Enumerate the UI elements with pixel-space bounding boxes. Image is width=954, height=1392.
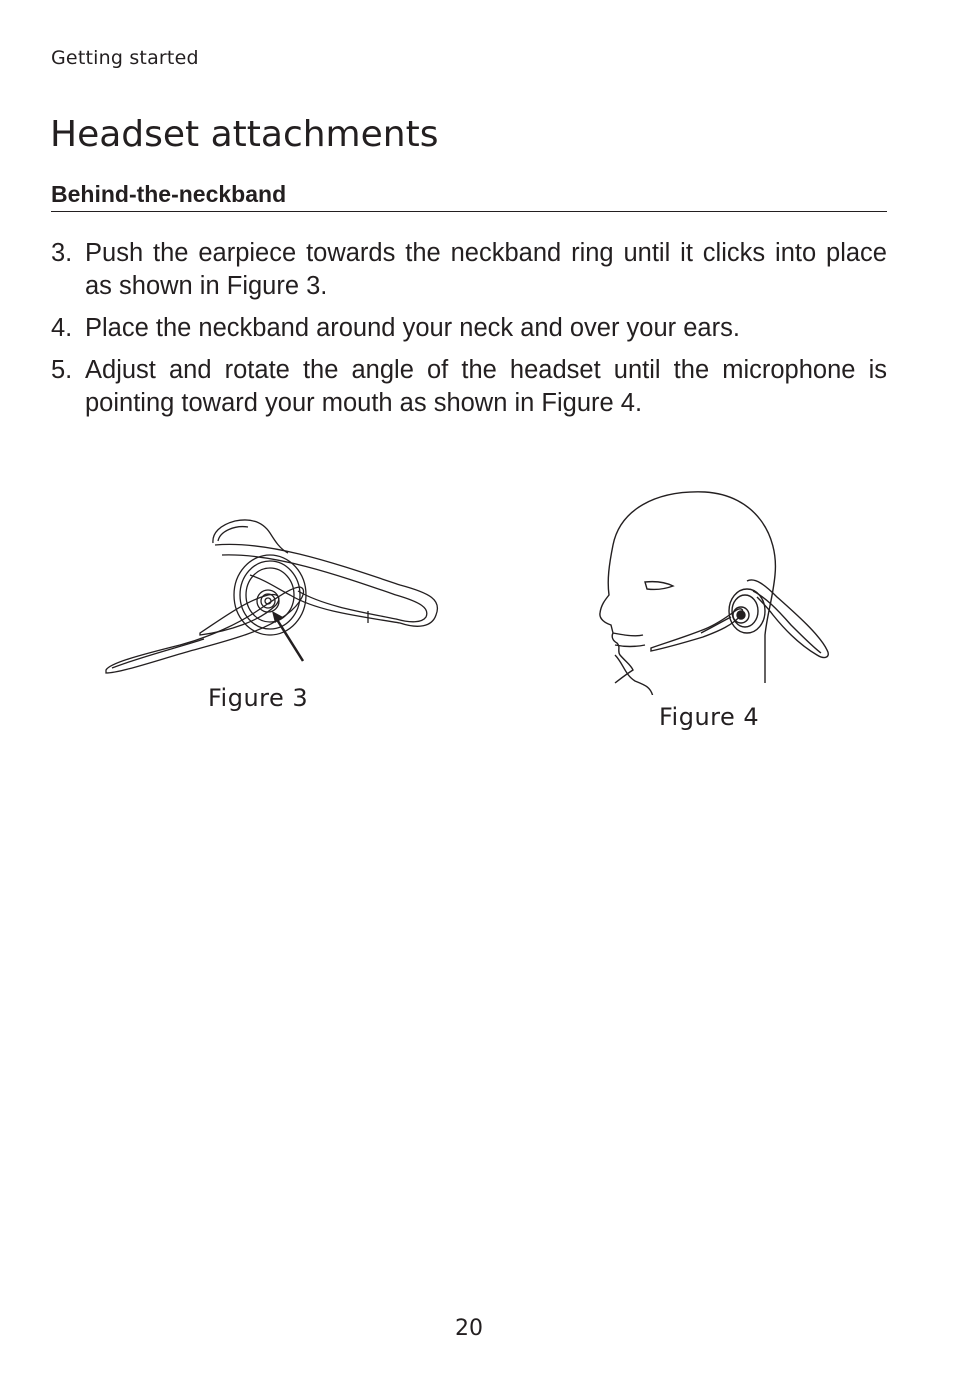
figure-4-caption: Figure 4	[659, 703, 760, 731]
step-text: Adjust and rotate the angle of the headset until the microphone is pointing toward your mouth as shown in Figure 4.	[85, 356, 887, 417]
page-title: Headset attachments	[50, 114, 439, 155]
headset-earpiece-illustration	[100, 505, 445, 675]
head-wearing-headset-illustration	[595, 485, 835, 695]
step-item	[51, 237, 887, 303]
step-number: 3.	[51, 239, 73, 267]
step-number: 4.	[51, 314, 73, 342]
step-item	[51, 312, 887, 345]
running-head: Getting started	[51, 47, 199, 69]
instruction-steps	[51, 237, 887, 429]
page-number: 20	[455, 1316, 483, 1341]
step-number: 5.	[51, 356, 73, 384]
section-heading: Behind-the-neckband	[51, 181, 887, 212]
step-text: Push the earpiece towards the neckband ring until it clicks into place as shown in Figure 3.	[85, 239, 887, 300]
step-item	[51, 354, 887, 420]
figure-3	[100, 505, 445, 675]
figure-3-caption: Figure 3	[208, 684, 309, 712]
step-text: Place the neckband around your neck and over your ears.	[85, 314, 740, 342]
figure-4	[595, 485, 835, 695]
